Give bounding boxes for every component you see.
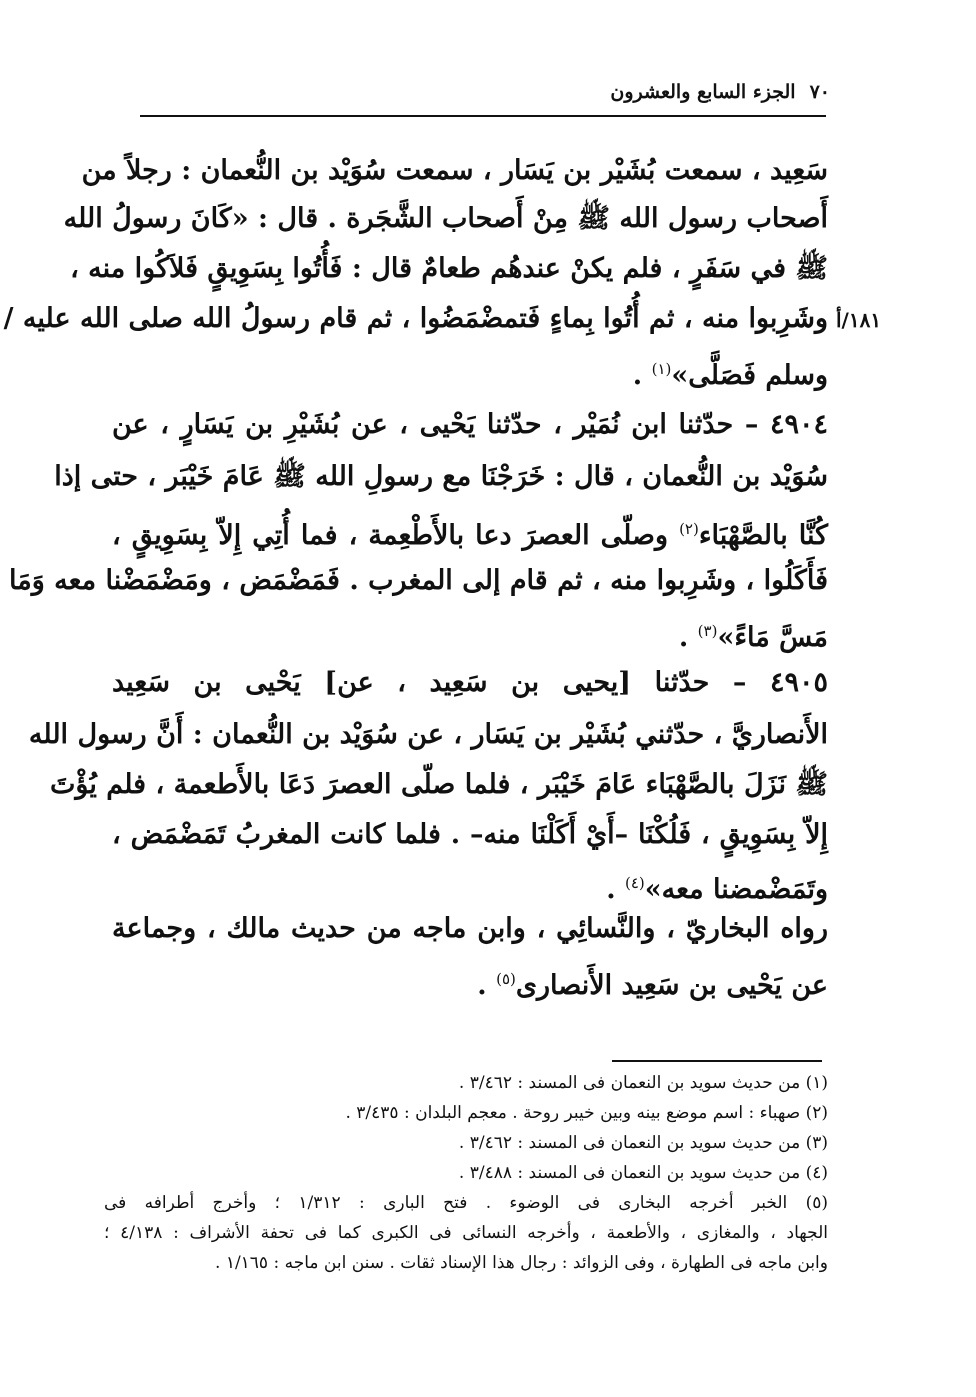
footnote-1: (١) من حديث سويد بن النعمان فى المسند : ٣/٤٦٢ .: [458, 1073, 828, 1093]
footnote-ref: (٥): [496, 970, 516, 988]
text-fragment: عن يَحْيى بن سَعِيد الأَنصارى: [515, 970, 828, 1001]
text-fragment: .: [477, 970, 497, 1001]
text-line: ﷺ في سَفَرٍ ، فلم يكنْ عندهُم طعامٌ قال : فَأُتُوا بِسَوِيقٍ فَلاَكُوا منه ،: [70, 253, 828, 284]
text-line: [112, 956, 828, 1002]
text-line: إِلاّ بِسَوِيقٍ ، فَلُكْنَا –أَيْ أَكَلْنَا منه– . فلما كانت المغربُ تَمَضْمَض ،: [112, 819, 828, 850]
footnote-5-cont: وابن ماجه فى الطهارة ، وفى الزوائد : رجال هذا الإسناد ثقات . سنن ابن ماجه : ١/١٦٥ .: [215, 1253, 828, 1273]
text-fragment: .: [678, 622, 698, 653]
running-title: الجزء السابع والعشرون: [610, 81, 796, 103]
footnote-5-cont: الجهاد ، والمغازى ، والأطعمة ، وأخرجه النسائى فى الكبرى كما فى تحفة الأشراف : ٤/١٣٨ ؛: [104, 1223, 828, 1243]
manuscript-folio-note: ١٨١/أ: [836, 308, 882, 332]
hadith-first-line: [112, 402, 828, 448]
text-fragment: وصلّى العصرَ دعا بالأَطْعِمة ، فما أُتِي إِلاّ بِسَوِيقٍ ،: [112, 520, 680, 551]
page-number: ٧٠: [809, 81, 830, 103]
footnote-ref: (٤): [625, 874, 645, 892]
text-line: [112, 506, 828, 552]
text-fragment: كُنَّا بالصَّهْبَاء: [698, 520, 828, 551]
footnote-3: (٣) من حديث سويد بن النعمان فى المسند : ٣/٤٦٢ .: [458, 1133, 828, 1153]
header-rule: [140, 115, 826, 117]
text-fragment: مَسَّ مَاءً»: [717, 622, 828, 653]
footnote-2: (٢) صهباء : اسم موضع بينه وبين خيبر روحة . معجم البلدان : ٣/٤٣٥ .: [345, 1103, 828, 1123]
footnote-5: (٥) الخبر أخرجه البخارى فى الوضوء . فتح البارى : ١/٣١٢ ؛ وأخرج أطرافه فى: [104, 1193, 828, 1213]
text-line: ﷺ نَزَلَ بالصَّهْبَاء عَامَ خَيْبَر ، فلما صلّى العصرَ دَعَا بالأَطعمة ، فلم يُؤْتَ: [49, 769, 828, 800]
footnote-ref: (٣): [697, 622, 718, 640]
text-fragment: – حدّثنا ابن نُمَيْر ، حدّثنا يَحْيى ، عن بُشَيْرِ بن يَسَارٍ ، عن: [112, 409, 759, 440]
hadith-number: ٤٩٠٥: [769, 667, 828, 698]
text-line: الأَنصاريَّ ، حدّثني بُشَيْر بن يَسَار ، عن سُوَيْد بن النُّعمان : أَنَّ رسول الله: [28, 719, 828, 750]
footnote-4: (٤) من حديث سويد بن النعمان فى المسند : ٣/٤٨٨ .: [458, 1163, 828, 1183]
hadith-first-line: [112, 660, 828, 706]
text-line: سُوَيْد بن النُّعمان ، قال : خَرَجْنَا مع رسولِ الله ﷺ عَامَ خَيْبَر ، حتى إذا: [54, 461, 828, 492]
text-line: فَأَكَلُوا ، وشَرِبوا منه ، ثم قام إلى المغرب . فَمَضْمَض ، ومَضْمَضْنا معه وَمَا: [9, 565, 828, 596]
text-fragment: .: [606, 874, 625, 905]
text-line: رواه البخاريّ ، والنَّسائِي ، وابن ماجه من حديث مالك ، وجماعة: [112, 913, 828, 944]
text-line: وشَرِبوا منه ، ثم أُتُوا بِماءٍ فَتمضْمَضُوا ، ثم قام رسولُ الله صلى الله عليه /: [3, 303, 828, 334]
text-fragment: وسلم فَصَلَّى»: [671, 360, 828, 391]
text-fragment: وتَمَضْمضنا معه»: [644, 874, 828, 905]
footnote-separator: [612, 1060, 822, 1062]
text-fragment: – حدّثنا [يحيى بن سَعِيد ، عن] يَحْيى بن سَعِيد: [112, 667, 747, 698]
text-fragment: .: [632, 360, 652, 391]
text-line: [112, 346, 828, 392]
text-line: أَصحاب رسول الله ﷺ مِنْ أَصحاب الشَّجَرة . قال : «كَانَ رسولُ الله: [63, 203, 828, 234]
footnote-ref: (٢): [679, 520, 699, 538]
hadith-number: ٤٩٠٤: [769, 409, 828, 440]
footnote-ref: (١): [651, 360, 672, 378]
page-header: [596, 78, 830, 106]
text-line: [112, 608, 828, 654]
text-line: سَعِيد ، سمعت بُشَيْر بن يَسَار ، سمعت سُوَيْد بن النُّعمان : رجلاً من: [81, 155, 828, 186]
text-line: [112, 860, 828, 906]
